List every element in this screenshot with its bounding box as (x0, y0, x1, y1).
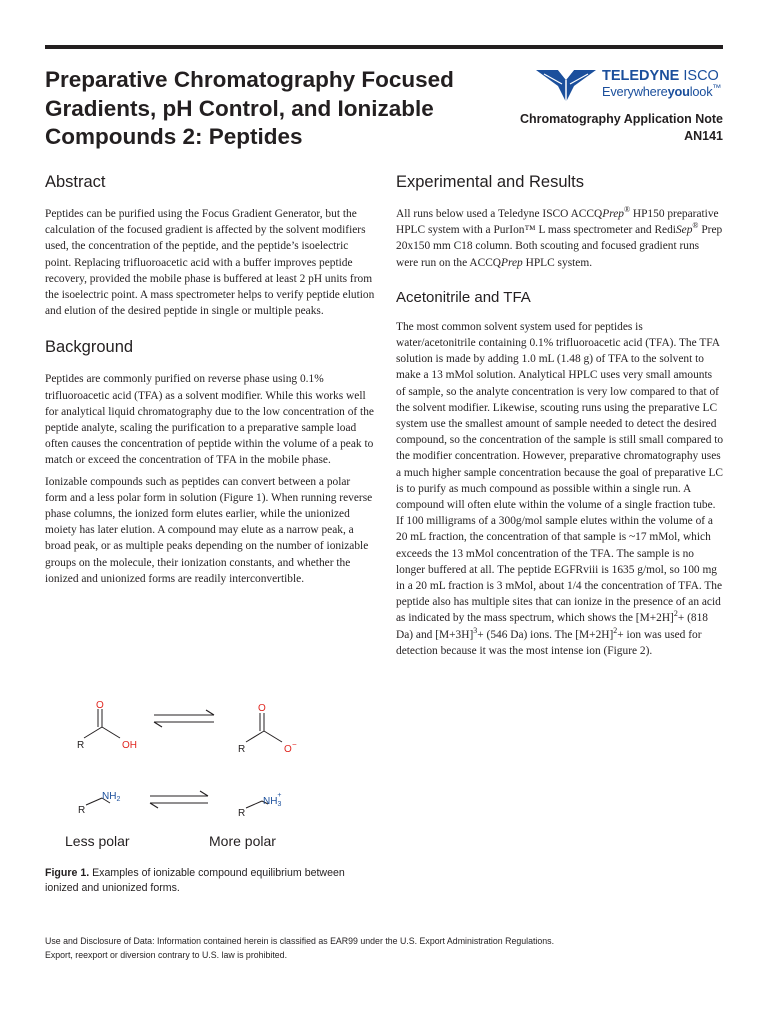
background-paragraph-1: Peptides are commonly purified on reverse phase using 0.1% trifluoroacetic acid (TFA) as a solvent modifier. While this works well for analytical liquid chromatography due to the low concentration of the peptide analyte, scaling the purification to a preparative sample load often causes the concentration of peptide within the volume of a peak to match or exceed the concentration of TFA in the mobile phase. (45, 373, 374, 467)
hydroxyl-label: OH (122, 740, 137, 751)
right-column (396, 172, 724, 659)
r-group-label: R (77, 740, 85, 751)
carboxylic-acid-structure (84, 709, 120, 738)
top-rule (45, 45, 723, 49)
equilibrium-arrows-top (154, 710, 214, 727)
acetonitrile-text: The most common solvent system used for peptides is water/acetonitrile containing 0.1% trifluoroacetic acid (TFA). The TFA solution is made by adding 1.0 mL (1.48 g) of TFA to the solvent to make a 13 mMol solution. Analytical HPLC uses very small amounts of sample, so the analyte concentration is very low compared to that of the solvent modifier. Likewise, scouting runs using the preparative LC system use the smallest amount of sample needed to detect the desired compound, so the concentration of the sample is still small compared to the modifier concentration. However, preparative chromatography uses a much higher sample concentration because the goal of preparative LC is to purify as much compound as possible within a single run. A compound will often elute within the volume of a single fraction tube. If 100 milligrams of a 300g/mol sample elutes within the volume of a 20 mL fraction, the concentration of that sample is ~17 mMol, which exceeds the 13 mMol concentration of the TFA. The sample is no longer buffered at all. The peptide EGFRviii is 1635 g/mol, so 100 mg in a 20 mL fraction is 3 mMol, about 1/4 the concentration of TFA. The peptide also has multiple sites that can ionize in the presence of an acid as indicated by the mass spectrum, which shows the $[M+2H]^2+ (818$ Da) and $[M+3H]^3+ (546$ Da) ions. The $[M+2H]^2+$ ion was used for detection because it was the most intense ion (Figure 2). (396, 320, 724, 657)
left-column (45, 172, 375, 587)
amine-label: $NH_2$ (102, 791, 121, 803)
figure-1 (60, 698, 360, 858)
more-polar-label: More polar (209, 833, 276, 849)
r-group-label: R (238, 744, 246, 755)
teledyne-logo-icon (536, 68, 596, 102)
acetonitrile-heading: Acetonitrile and TFA (396, 288, 531, 306)
equilibrium-arrows-bottom (150, 791, 208, 808)
less-polar-label: Less polar (65, 833, 130, 849)
r-group-label: R (78, 805, 86, 816)
background-heading: Background (45, 338, 134, 357)
application-note-label (520, 111, 723, 145)
teledyne-isco-logo (536, 66, 726, 106)
experimental-text: All runs below used a Teledyne ISCO ACCQPrep® HP150 preparative HPLC system with a PurIon™ L mass spectrometer and RediSep® Prep 20x150 mm C18 column. Both scouting and focused gradient runs were run on the ACCQPrep HPLC system. (396, 205, 723, 269)
abstract-heading: Abstract (45, 173, 106, 191)
r-group-label: R (238, 808, 246, 819)
note-type: Chromatography Application Note (519, 112, 723, 126)
ionizable-equilibrium-diagram (60, 698, 360, 823)
logo-tagline: Everywhereyoulook™ (602, 82, 722, 99)
document-title: Preparative Chromatography Focused Gradients, pH Control, and Ionizable Compounds 2: Peptides (45, 67, 454, 149)
ammonium-label: $NH_3+$ (263, 792, 282, 808)
abstract-text: Peptides can be purified using the Focus Gradient Generator, but the calculation of the focused gradient is affected by the solvent modifiers used, the concentration of the peptide, and the peptide’s isoelectric point. Replacing trifluoroacetic acid with a buffer improves peptide recovery, provided the mobile phase is buffered at least 2 pH units from the isoelectric point. A mass spectrometer helps to verify peptide elution and elution of the desired peptide in single or multiple peaks. (45, 208, 375, 318)
export-disclaimer: Use and Disclosure of Data: Information contained herein is classified as EAR99 under the U.S. Export Administration Regulations. Export, reexport or diversion contrary to U.S. law is prohibited. (45, 936, 555, 960)
oxide-label: O (284, 744, 292, 755)
experimental-heading: Experimental and Results (396, 173, 585, 191)
oxygen-label: O (96, 700, 104, 711)
figure-1-caption: Figure 1. Examples of ionizable compound equilibrium between ionized and unionized forms. (45, 867, 345, 894)
oxygen-label: O (258, 703, 266, 714)
note-id: AN141 (684, 129, 723, 143)
carboxylate-structure (246, 713, 282, 742)
negative-charge-label: − (292, 740, 297, 749)
background-paragraph-2: Ionizable compounds such as peptides can convert between a polar form and a less polar form in solution (Figure 1). When running reverse phase columns, the ionized form elutes earlier, while the unionized moiety has later elution. A compound may elute as a narrow peak, a broad peak, or as multiple peaks depending on the number of ionizable groups on the molecule, their ionization constants, and whether the ionized and unionized forms are readily interconvertible. (45, 475, 373, 585)
logo-brand-text: TELEDYNE ISCO (602, 68, 719, 84)
